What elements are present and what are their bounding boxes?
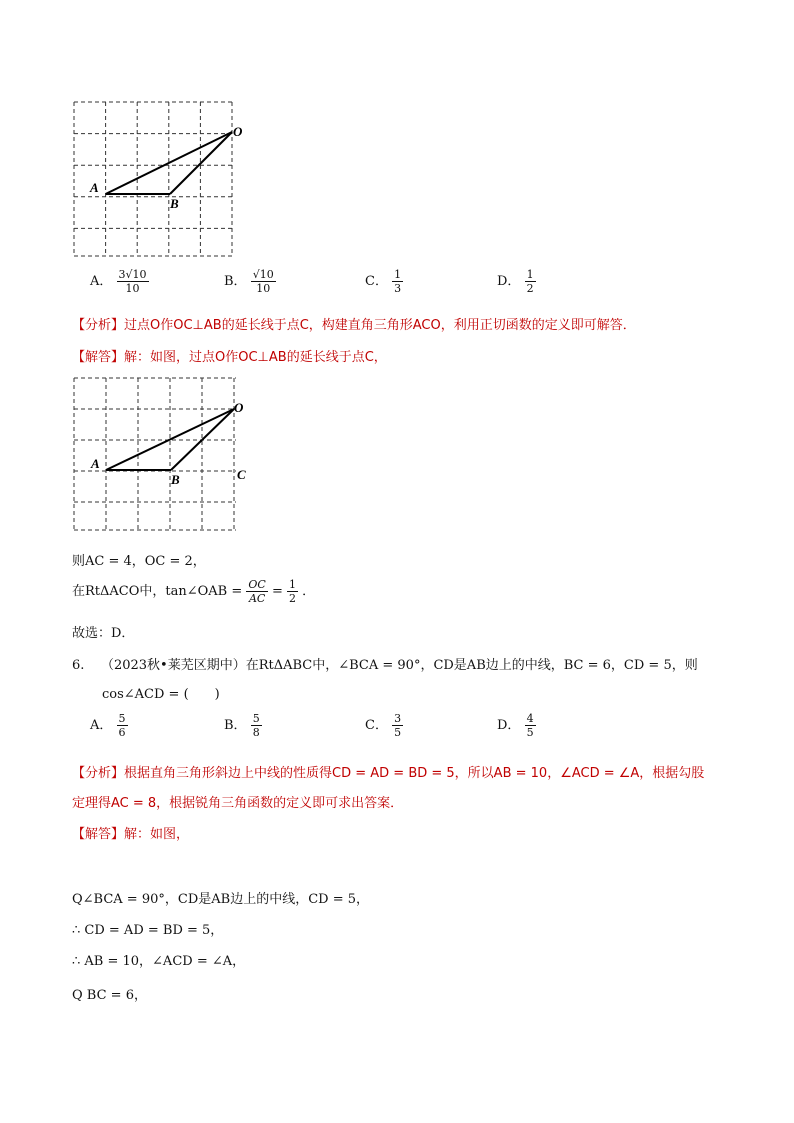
q6-stem-line-2: cos∠ACD = ( ) — [102, 687, 220, 702]
q6-analysis-line-1: 【分析】根据直角三角形斜边上中线的性质得CD = AD = BD = 5，所以AB = 10，∠ACD = ∠A，根据勾股 — [72, 766, 705, 781]
q6-step-1: Q∠BCA = 90°，CD是AB边上的中线，CD = 5， — [72, 892, 369, 907]
q6-step-4: Q BC = 6， — [72, 988, 147, 1003]
segment-bo — [170, 132, 232, 194]
q5-option-d: D． $\frac{1}{2}$ — [497, 268, 534, 295]
label-b: B — [171, 472, 180, 487]
q5-analysis: 【分析】过点O作OC⊥AB的延长线于点C，构建直角三角形ACO，利用正切函数的定义即可解答． — [72, 318, 636, 333]
q6-stem-line-1: 6. （2023秋•莱芜区期中）在RtΔABC中，∠BCA = 90°，CD是AB边上的中线，BC = 6，CD = 5，则 — [72, 658, 698, 673]
q6-solution: 【解答】解：如图， — [72, 827, 190, 842]
grid-figure-1 — [66, 95, 256, 265]
solution-tag: 【解答】 — [72, 350, 125, 365]
label-b: B — [170, 196, 179, 211]
label-a: A — [90, 180, 99, 195]
q6-option-c: C． $\frac{3}{5}$ — [365, 712, 402, 739]
q5-step-2: 在RtΔACO中，tan∠OAB = $\frac{OC}{AC}$ = $\frac{1}{2}$ ． — [72, 578, 316, 605]
q5-solution: 【解答】解：如图，过点O作OC⊥AB的延长线于点C， — [72, 350, 387, 365]
analysis-tag: 【分析】 — [72, 318, 125, 333]
label-a: A — [91, 456, 100, 471]
q6-step-2: ∴ CD = AD = BD = 5， — [72, 923, 224, 938]
segment-ao — [106, 132, 232, 194]
q5-step-3: 故选：D． — [72, 626, 135, 641]
q5-option-a: A． $\frac{3√10}{10}$ — [90, 268, 147, 295]
q6-option-b: B． $\frac{5}{8}$ — [224, 712, 260, 739]
label-o: O — [233, 124, 243, 139]
grid-figure-2 — [66, 372, 266, 537]
q5-option-b: B． $\frac{√10}{10}$ — [224, 268, 274, 295]
label-c: C — [237, 467, 246, 482]
label-o: O — [234, 400, 244, 415]
analysis-tag: 【分析】 — [72, 766, 125, 781]
q6-option-a: A． $\frac{5}{6}$ — [90, 712, 126, 739]
q5-option-c: C． $\frac{1}{3}$ — [365, 268, 402, 295]
q5-step-1: 则AC = 4，OC = 2， — [72, 554, 206, 569]
q6-number: 6. — [72, 658, 85, 673]
solution-tag: 【解答】 — [72, 827, 125, 842]
q6-step-3: ∴ AB = 10，∠ACD = ∠A， — [72, 954, 246, 969]
q6-analysis-line-2: 定理得AC = 8，根据锐角三角函数的定义即可求出答案． — [72, 796, 404, 811]
q6-option-d: D． $\frac{4}{5}$ — [497, 712, 534, 739]
